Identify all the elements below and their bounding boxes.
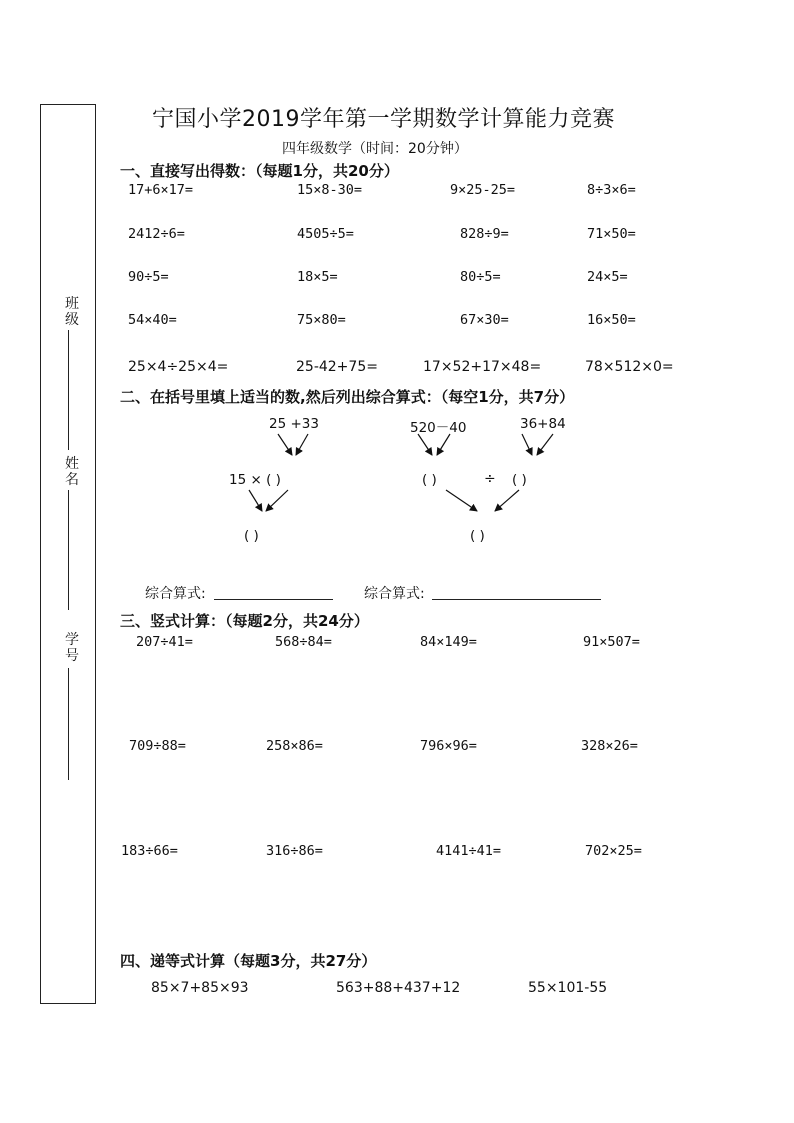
arrow: [249, 490, 262, 511]
formula-answer-line-1: [214, 599, 333, 600]
section4-heading: 四、递等式计算（每题3分，共27分）: [120, 952, 377, 970]
s4-item: 563+88+437+12: [336, 980, 461, 996]
tree-right-top-b: 36+84: [520, 416, 566, 432]
section2-heading: 二、在括号里填上适当的数,然后列出综合算式：（每空1分，共7分）: [120, 388, 575, 406]
s1-item: 67×30=: [460, 312, 509, 328]
s1-item: 17×52+17×48=: [423, 359, 542, 375]
s1-item: 4505÷5=: [297, 226, 354, 242]
s3-item: 702×25=: [585, 843, 642, 859]
formula-label-2: 综合算式:: [364, 586, 425, 602]
s3-item: 709÷88=: [129, 738, 186, 754]
s1-item: 15×8-30=: [297, 182, 363, 198]
page-title: 宁国小学2019学年第一学期数学计算能力竞赛: [152, 107, 615, 132]
s3-item: 796×96=: [420, 738, 477, 754]
formula-answer-line-2: [432, 599, 601, 600]
tree-left-mid: 15 × ( ): [229, 472, 281, 488]
class-label: 班级: [65, 296, 79, 328]
s1-item: 24×5=: [587, 269, 628, 285]
arrow: [522, 434, 532, 455]
s3-item: 207÷41=: [136, 634, 193, 650]
arrow: [495, 490, 519, 511]
tree-left-top: 25 +33: [269, 416, 319, 432]
s3-item: 91×507=: [583, 634, 640, 650]
arrow: [278, 434, 292, 455]
s1-item: 9×25-25=: [450, 182, 516, 198]
section3-heading: 三、竖式计算：（每题2分，共24分）: [120, 612, 369, 630]
tree-right-bottom: ( ): [470, 528, 485, 544]
s1-item: 25-42+75=: [296, 359, 378, 375]
arrow: [296, 434, 308, 455]
s1-item: 75×80=: [297, 312, 346, 328]
s1-item: 17+6×17=: [128, 182, 194, 198]
s3-item: 328×26=: [581, 738, 638, 754]
s3-item: 316÷86=: [266, 843, 323, 859]
s3-item: 183÷66=: [121, 843, 178, 859]
tree-right-mid-a: ( ): [422, 472, 437, 488]
arrow: [437, 434, 450, 455]
section1-heading: 一、直接写出得数：（每题1分，共20分）: [120, 162, 399, 180]
s1-item: 90÷5=: [128, 269, 169, 285]
s1-item: 54×40=: [128, 312, 177, 328]
s1-item: 18×5=: [297, 269, 338, 285]
arrow: [266, 490, 288, 511]
s1-item: 828÷9=: [460, 226, 509, 242]
s1-item: 25×4÷25×4=: [128, 359, 229, 375]
tree-right-mid-b: ( ): [512, 472, 527, 488]
s1-item: 2412÷6=: [128, 226, 185, 242]
tree-right-top-a: 520－40: [410, 420, 467, 436]
s3-item: 4141÷41=: [436, 843, 502, 859]
s1-item: 78×512×0=: [585, 359, 674, 375]
s4-item: 85×7+85×93: [151, 980, 249, 996]
arrow: [446, 490, 477, 511]
formula-label-1: 综合算式:: [145, 586, 206, 602]
s3-item: 84×149=: [420, 634, 477, 650]
tree-right-mid-op: ÷: [484, 471, 496, 487]
s1-item: 16×50=: [587, 312, 636, 328]
page-subtitle: 四年级数学（时间：20分钟）: [282, 141, 468, 157]
name-label: 姓名: [65, 456, 79, 488]
s4-item: 55×101-55: [528, 980, 608, 996]
arrow: [537, 434, 553, 455]
s3-item: 568÷84=: [275, 634, 332, 650]
s1-item: 80÷5=: [460, 269, 501, 285]
arrow: [418, 434, 432, 455]
number-label: 学号: [65, 632, 79, 664]
tree-left-bottom: ( ): [244, 528, 259, 544]
s3-item: 258×86=: [266, 738, 323, 754]
s1-item: 8÷3×6=: [587, 182, 636, 198]
s1-item: 71×50=: [587, 226, 636, 242]
